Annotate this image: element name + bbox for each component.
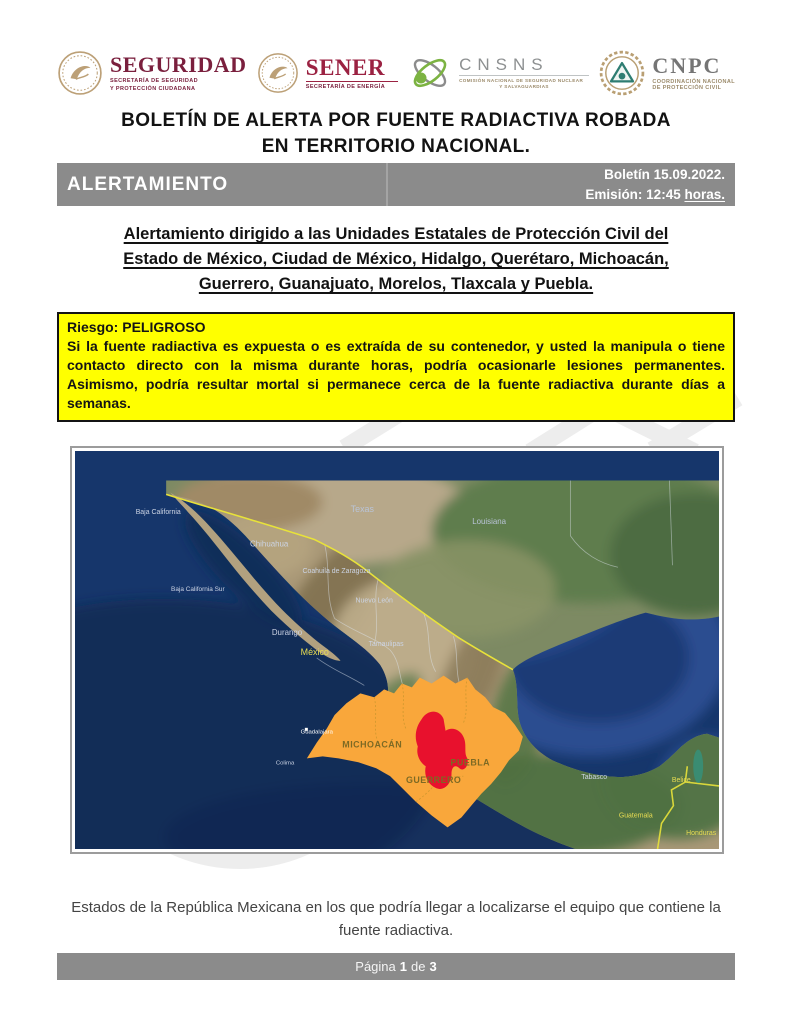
logo-cnsns xyxy=(408,51,589,95)
footer-page-total: 3 xyxy=(429,959,437,974)
directed-heading-line1: Alertamiento dirigido a las Unidades Estatales de Protección Civil del xyxy=(123,225,669,243)
map-place-label: Belice xyxy=(671,777,691,785)
map-place-label: Baja California Sur xyxy=(171,585,225,593)
directed-heading xyxy=(57,222,735,297)
alert-bar-label: ALERTAMIENTO xyxy=(67,173,229,195)
cnsns-wordmark: CNSNS xyxy=(459,55,549,75)
header-logos xyxy=(57,42,735,104)
map-region-label: GUERRERO xyxy=(405,775,462,785)
map-caption: Estados de la República Mexicana en los que podría llegar a localizarse el equipo que contiene la fuente radiactiva. xyxy=(71,899,721,939)
map-region-label: MICHOACÁN xyxy=(342,739,403,750)
logo-cnpc xyxy=(599,50,735,96)
map-place-label: Tamaulipas xyxy=(368,641,404,649)
risk-label: Riesgo: PELIGROSO xyxy=(67,319,206,335)
map-place-label: Baja California xyxy=(135,509,181,517)
map-place-label: Texas xyxy=(350,504,374,515)
seguridad-wordmark: SEGURIDAD xyxy=(110,51,247,77)
risk-body-text: Si la fuente radiactiva es expuesta o es extraída de su contenedor, y usted la manipula o tiene contacto directo con la misma durante horas, podría ocasionarle lesiones permanentes. Asimismo, podría resultar mortal si permanece cerca de la fuente radiactiva durante días a semanas. xyxy=(67,338,725,411)
page-title-line2: EN TERRITORIO NACIONAL. xyxy=(261,136,531,157)
emission-time xyxy=(585,185,725,205)
cnsns-subtitle: COMISIÓN NACIONAL DE SEGURIDAD NUCLEAR xyxy=(459,78,584,84)
footer-page-current: 1 xyxy=(399,959,407,974)
cnpc-wordmark: CNPC xyxy=(652,52,722,78)
emission-prefix: Emisión: 12:45 xyxy=(585,186,681,202)
cnsns-atom-icon xyxy=(408,51,452,95)
map-place-label: Colima xyxy=(275,760,295,767)
mexico-map-figure xyxy=(70,446,724,854)
sener-subtitle: SECRETARÍA DE ENERGÍA xyxy=(305,83,386,90)
map-place-label: Tabasco xyxy=(581,774,608,782)
sener-divider xyxy=(306,81,398,82)
cnsns-subtitle: Y SALVAGUARDIAS xyxy=(499,84,549,89)
bulletin-number: Boletín 15.09.2022. xyxy=(604,166,725,182)
logo-seguridad xyxy=(57,50,247,96)
map-place-label: Durango xyxy=(271,628,303,638)
directed-heading-line2: Estado de México, Ciudad de México, Hidalgo, Querétaro, Michoacán, xyxy=(123,250,669,268)
risk-warning-box xyxy=(57,312,735,422)
map-region-label: PUEBLA xyxy=(450,757,491,768)
seguridad-subtitle: SECRETARÍA DE SEGURIDAD xyxy=(110,77,199,84)
map-place-label: Coahuila de Zaragoza xyxy=(302,568,371,576)
cnpc-seal-icon xyxy=(599,50,645,96)
seguridad-subtitle: Y PROTECCIÓN CIUDADANA xyxy=(110,86,196,92)
cnsns-divider xyxy=(459,75,589,76)
cnpc-subtitle: DE PROTECCIÓN CIVIL xyxy=(652,85,722,91)
emission-hours: horas. xyxy=(684,186,725,202)
belize-coast xyxy=(693,750,703,783)
footer-page-word: Página xyxy=(355,959,396,974)
map-place-label: México xyxy=(300,646,329,657)
alert-bar xyxy=(57,163,735,206)
directed-heading-line3: Guerrero, Guanajuato, Morelos, Tlaxcala y Puebla. xyxy=(198,275,594,293)
map-place-label: Guadalajara xyxy=(300,729,333,736)
seguridad-eagle-seal-icon xyxy=(57,50,103,96)
alert-bar-divider xyxy=(386,163,388,206)
alert-bar-meta xyxy=(585,165,725,204)
cnpc-subtitle: COORDINACIÓN NACIONAL xyxy=(652,78,735,85)
sener-wordmark: SENER xyxy=(305,54,385,80)
footer-page-bar xyxy=(57,953,735,980)
satellite-map xyxy=(75,451,719,849)
map-place-label: Guatemala xyxy=(618,812,653,820)
map-place-label: Louisiana xyxy=(472,516,507,526)
map-place-label: Nuevo León xyxy=(355,597,393,605)
sener-eagle-seal-icon xyxy=(257,52,299,94)
map-place-label: Honduras xyxy=(686,830,717,838)
page-title-line1: BOLETÍN DE ALERTA POR FUENTE RADIACTIVA ROBADA xyxy=(121,110,671,131)
logo-sener xyxy=(257,52,398,94)
map-place-label: Chihuahua xyxy=(250,539,289,549)
page-title xyxy=(57,108,735,160)
footer-page-separator: de xyxy=(411,959,426,974)
